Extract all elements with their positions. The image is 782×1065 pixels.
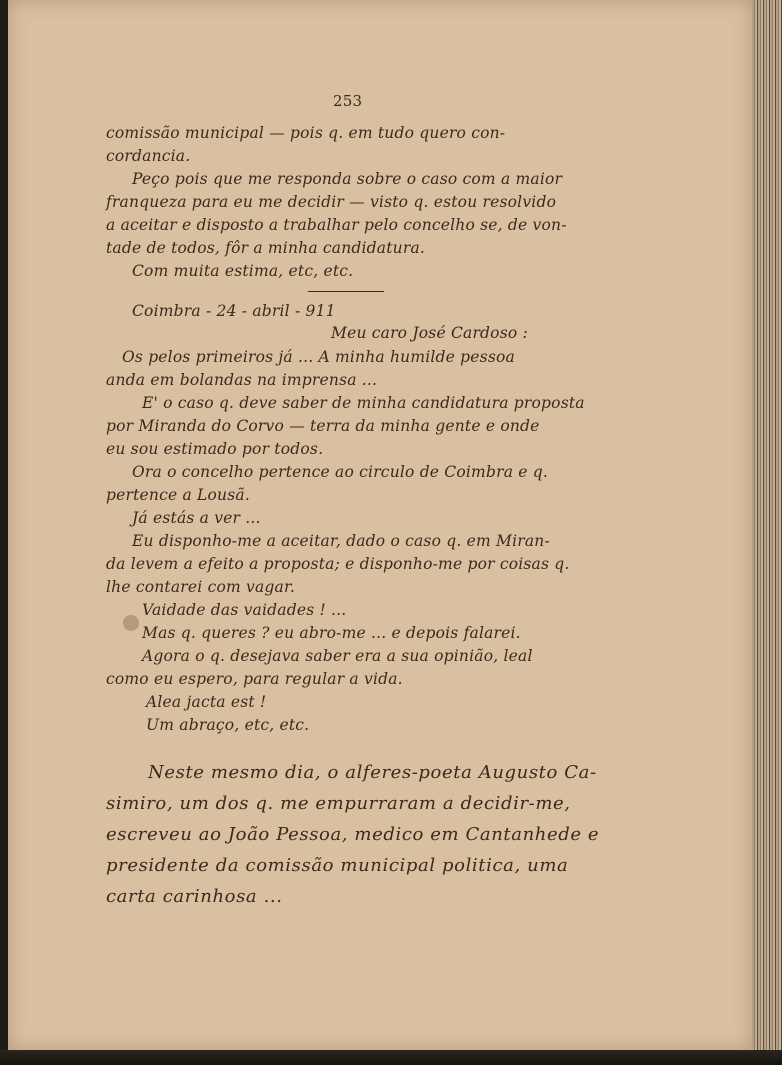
text-line: anda em bolandas na imprensa ... (106, 371, 378, 389)
section-divider (308, 291, 384, 292)
text-line: presidente da comissão municipal politica, uma (106, 855, 569, 876)
text-line: Com muita estima, etc, etc. (132, 262, 354, 280)
text-line: da levem a efeito a proposta; e disponho-me por coisas q. (106, 555, 570, 573)
book-bottom-edge (0, 1050, 782, 1065)
text-line: Os pelos primeiros já ... A minha humilde pessoa (122, 348, 515, 366)
text-line: Agora o q. desejava saber era a sua opinião, leal (142, 647, 533, 665)
text-line: como eu espero, para regular a vida. (106, 670, 403, 688)
letter-closing: Um abraço, etc, etc. (146, 716, 310, 734)
text-line: lhe contarei com vagar. (106, 578, 296, 596)
text-line: Mas q. queres ? eu abro-me ... e depois falarei. (142, 624, 521, 642)
text-line: Eu disponho-me a aceitar, dado o caso q. em Miran- (132, 532, 550, 550)
text-line: a aceitar e disposto a trabalhar pelo concelho se, de von- (106, 216, 567, 234)
letter-salutation: Meu caro José Cardoso : (331, 324, 528, 342)
text-line: tade de todos, fôr a minha candidatura. (106, 239, 426, 257)
page-number: 253 (333, 92, 363, 110)
text-line: E' o caso q. deve saber de minha candidatura proposta (142, 394, 585, 412)
text-line: carta carinhosa ... (106, 886, 283, 907)
text-line: Vaidade das vaidades ! ... (142, 601, 347, 619)
text-line: escreveu ao João Pessoa, medico em Cantanhede e (106, 824, 600, 845)
text-line: Neste mesmo dia, o alferes-poeta Augusto Ca- (148, 762, 597, 783)
text-line: comissão municipal — pois q. em tudo quero con- (106, 124, 506, 142)
text-line: Ora o concelho pertence ao circulo de Coimbra e q. (132, 463, 549, 481)
paper-stain (123, 615, 139, 631)
text-line: franqueza para eu me decidir — visto q. estou resolvido (106, 193, 557, 211)
letter-date: Coimbra - 24 - abril - 911 (132, 302, 336, 320)
text-line: Peço pois que me responda sobre o caso com a maior (132, 170, 563, 188)
book-page-edges (752, 0, 782, 1065)
text-line: cordancia. (106, 147, 191, 165)
text-line: pertence a Lousã. (106, 486, 250, 504)
text-line: Já estás a ver ... (132, 509, 261, 527)
text-line: simiro, um dos q. me empurraram a decidir-me, (106, 793, 571, 814)
text-line: eu sou estimado por todos. (106, 440, 324, 458)
manuscript-page (8, 0, 752, 1050)
text-line: por Miranda do Corvo — terra da minha gente e onde (106, 417, 540, 435)
text-line: Alea jacta est ! (146, 693, 267, 711)
